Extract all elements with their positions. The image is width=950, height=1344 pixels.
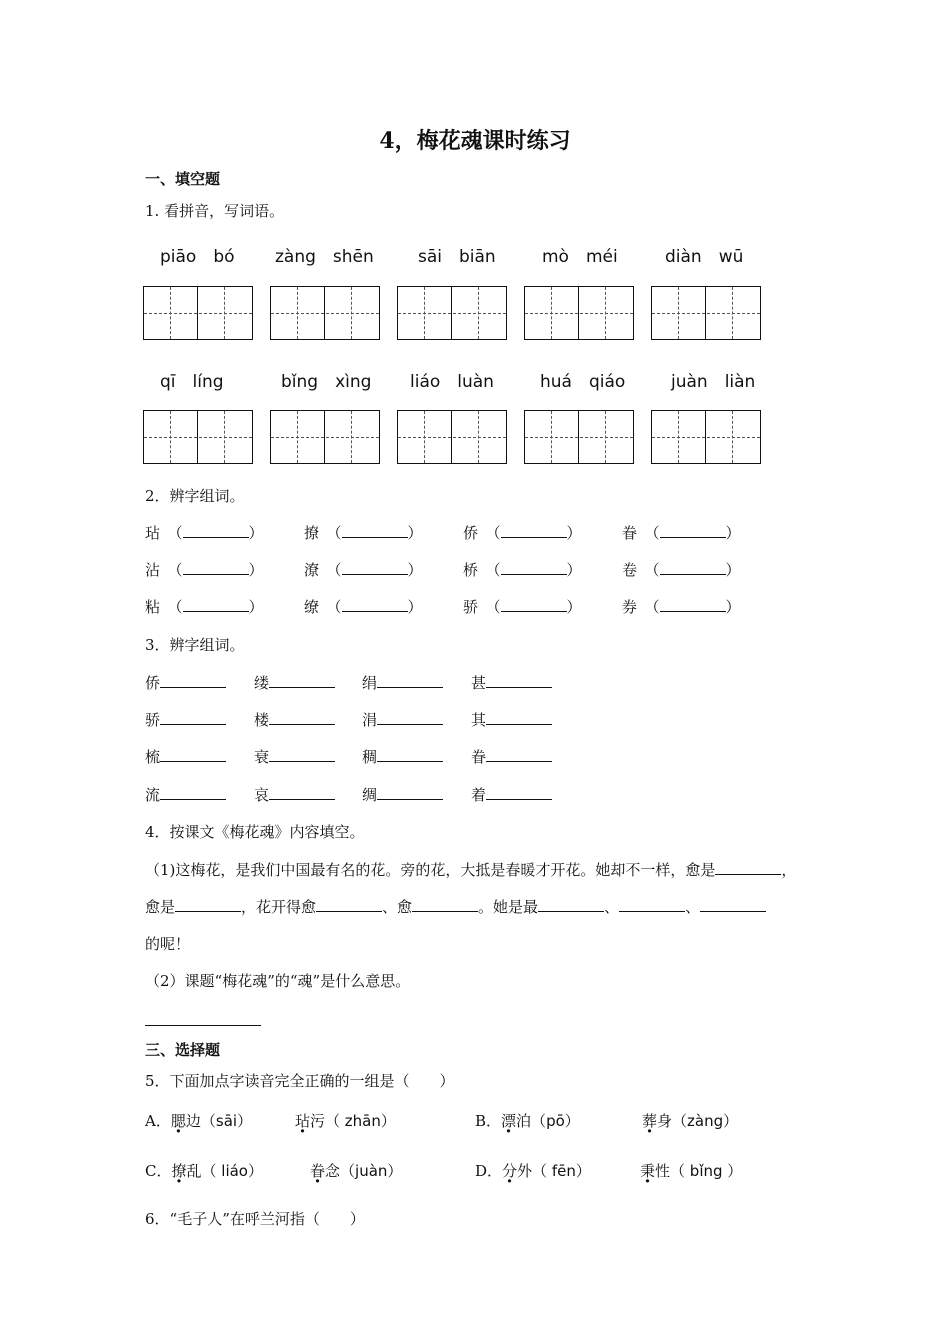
answer-blank[interactable]	[160, 785, 226, 800]
q3-item	[254, 746, 335, 767]
answer-blank[interactable]	[342, 560, 408, 575]
answer-blank[interactable]	[183, 597, 249, 612]
q5-option-a-word2: 玷污（ zhān）	[295, 1112, 396, 1130]
answer-blank[interactable]	[412, 897, 478, 912]
q3-item	[145, 746, 226, 767]
char-box[interactable]	[143, 286, 253, 340]
q3-char: 梳	[145, 748, 161, 766]
paren-close: ）	[725, 598, 741, 616]
q3-item	[471, 746, 552, 767]
char-box[interactable]	[397, 286, 507, 340]
q2-item	[145, 596, 264, 617]
q5-option-b[interactable]: B．漂泊（pō）	[475, 1112, 580, 1130]
char-box[interactable]	[143, 410, 253, 464]
char-box[interactable]	[651, 410, 761, 464]
q3-char: 甚	[471, 674, 487, 692]
paren-open: （	[160, 524, 183, 542]
answer-blank[interactable]	[377, 785, 443, 800]
q5-option-d[interactable]: D．分外（ fēn）	[475, 1162, 591, 1180]
answer-blank[interactable]	[486, 785, 552, 800]
q2-char: 潦	[304, 561, 320, 579]
q3-item	[145, 784, 226, 805]
q3-char: 眷	[471, 748, 487, 766]
paren-close: ）	[566, 598, 582, 616]
q5-prompt: 5．下面加点字读音完全正确的一组是（ ）	[145, 1072, 455, 1090]
q1-prompt: 1. 看拼音，写词语。	[145, 202, 285, 220]
char-box[interactable]	[397, 410, 507, 464]
answer-blank[interactable]	[269, 785, 335, 800]
q3-item	[254, 709, 335, 730]
q4-part1-line3: 的呢！	[145, 935, 191, 953]
paren-open: （	[160, 561, 183, 579]
pinyin-7: bǐng xìng	[281, 372, 372, 392]
q3-char: 侨	[145, 674, 161, 692]
section-choice: 三、选择题	[145, 1041, 221, 1059]
answer-blank[interactable]	[660, 523, 726, 538]
pinyin-1: piāo bó	[160, 247, 235, 267]
q3-item	[145, 672, 226, 693]
q2-char: 撩	[304, 524, 320, 542]
q5-option-b-word2: 葬身（zàng）	[642, 1112, 739, 1130]
q3-item	[362, 672, 443, 693]
q2-prompt: 2．辨字组词。	[145, 487, 245, 505]
q4-part1-line2: 愈是 ，花开得愈 、愈 。她是最 、 、	[145, 896, 766, 917]
answer-blank[interactable]	[700, 897, 766, 912]
q3-item	[254, 672, 335, 693]
answer-blank[interactable]	[269, 710, 335, 725]
q2-char: 眷	[622, 524, 638, 542]
answer-blank[interactable]	[160, 710, 226, 725]
answer-blank[interactable]	[269, 747, 335, 762]
pinyin-6: qī líng	[160, 372, 224, 392]
q2-char: 券	[622, 598, 638, 616]
q5-option-c[interactable]: C．撩乱（ liáo）	[145, 1162, 264, 1180]
paren-close: ）	[407, 561, 423, 579]
pinyin-4: mò méi	[542, 247, 618, 267]
q2-item	[463, 559, 582, 580]
q2-item	[463, 522, 582, 543]
answer-blank[interactable]	[342, 597, 408, 612]
q3-item	[362, 746, 443, 767]
paren-close: ）	[566, 561, 582, 579]
q4-prompt: 4．按课文《梅花魂》内容填空。	[145, 823, 365, 841]
answer-blank[interactable]	[183, 560, 249, 575]
answer-line[interactable]	[145, 1025, 261, 1026]
q3-char: 着	[471, 786, 487, 804]
pinyin-10: juàn liàn	[671, 372, 756, 392]
answer-blank[interactable]	[660, 597, 726, 612]
q2-item	[304, 559, 423, 580]
char-box[interactable]	[651, 286, 761, 340]
answer-blank[interactable]	[377, 747, 443, 762]
char-box[interactable]	[270, 410, 380, 464]
q3-char: 衰	[254, 748, 270, 766]
answer-blank[interactable]	[486, 747, 552, 762]
q3-item	[471, 784, 552, 805]
answer-blank[interactable]	[183, 523, 249, 538]
pinyin-5: diàn wū	[665, 247, 744, 267]
answer-blank[interactable]	[269, 673, 335, 688]
q2-item	[145, 559, 264, 580]
answer-blank[interactable]	[660, 560, 726, 575]
q3-char: 流	[145, 786, 161, 804]
paren-close: ）	[407, 524, 423, 542]
pinyin-3: sāi biān	[418, 247, 496, 267]
q3-char: 缕	[254, 674, 270, 692]
paren-open: （	[637, 524, 660, 542]
q3-item	[145, 709, 226, 730]
answer-blank[interactable]	[377, 710, 443, 725]
pinyin-8: liáo luàn	[410, 372, 494, 392]
q3-item	[362, 784, 443, 805]
q5-option-d-word2: 秉性（ bǐng ）	[640, 1162, 743, 1180]
q2-item	[304, 596, 423, 617]
q3-char: 涓	[362, 711, 378, 729]
q5-option-a[interactable]: A．腮边（sāi）	[145, 1112, 253, 1130]
paren-close: ）	[725, 561, 741, 579]
paren-close: ）	[566, 524, 582, 542]
q3-char: 哀	[254, 786, 270, 804]
char-box[interactable]	[524, 286, 634, 340]
answer-blank[interactable]	[377, 673, 443, 688]
q3-item	[362, 709, 443, 730]
q3-item	[471, 672, 552, 693]
answer-blank[interactable]	[501, 597, 567, 612]
q2-char: 骄	[463, 598, 479, 616]
paren-open: （	[478, 561, 501, 579]
pinyin-9: huá qiáo	[540, 372, 626, 392]
q2-char: 卷	[622, 561, 638, 579]
paren-open: （	[637, 561, 660, 579]
q2-item	[622, 559, 741, 580]
paren-open: （	[478, 598, 501, 616]
paren-close: ）	[407, 598, 423, 616]
pinyin-2: zàng shēn	[275, 247, 374, 267]
q3-char: 其	[471, 711, 487, 729]
answer-blank[interactable]	[501, 523, 567, 538]
paren-open: （	[319, 598, 342, 616]
q2-item	[622, 596, 741, 617]
q6-prompt: 6．“毛子人”在呼兰河指（ ）	[145, 1210, 365, 1228]
q3-item	[254, 784, 335, 805]
paren-open: （	[319, 561, 342, 579]
q2-item	[463, 596, 582, 617]
q3-item	[471, 709, 552, 730]
q2-item	[145, 522, 264, 543]
answer-blank[interactable]	[316, 897, 382, 912]
answer-blank[interactable]	[175, 897, 241, 912]
q2-char: 玷	[145, 524, 161, 542]
answer-blank[interactable]	[538, 897, 604, 912]
answer-blank[interactable]	[486, 710, 552, 725]
q2-item	[622, 522, 741, 543]
paren-open: （	[478, 524, 501, 542]
paren-close: ）	[248, 524, 264, 542]
q3-prompt: 3．辨字组词。	[145, 636, 245, 654]
answer-blank[interactable]	[342, 523, 408, 538]
paren-close: ）	[248, 561, 264, 579]
paren-open: （	[160, 598, 183, 616]
page-title: 4，梅花魂课时练习	[379, 128, 571, 154]
paren-open: （	[319, 524, 342, 542]
section-fill-blank: 一、填空题	[145, 170, 221, 188]
q2-char: 粘	[145, 598, 161, 616]
q4-part1-line1: （1)这梅花，是我们中国最有名的花。旁的花，大抵是春暖才开花。她却不一样，愈是 ，	[145, 861, 797, 879]
q3-char: 绸	[362, 786, 378, 804]
q2-char: 缭	[304, 598, 320, 616]
paren-close: ）	[725, 524, 741, 542]
char-box[interactable]	[270, 286, 380, 340]
q2-char: 沾	[145, 561, 161, 579]
answer-blank[interactable]	[619, 897, 685, 912]
paren-close: ）	[248, 598, 264, 616]
answer-blank[interactable]	[715, 860, 781, 875]
q4-part2: （2）课题“梅花魂”的“魂”是什么意思。	[145, 972, 411, 990]
q2-char: 桥	[463, 561, 479, 579]
q3-char: 绢	[362, 674, 378, 692]
paren-open: （	[637, 598, 660, 616]
answer-blank[interactable]	[160, 673, 226, 688]
answer-blank[interactable]	[486, 673, 552, 688]
char-box[interactable]	[524, 410, 634, 464]
q3-char: 楼	[254, 711, 270, 729]
q3-char: 骄	[145, 711, 161, 729]
q2-item	[304, 522, 423, 543]
answer-blank[interactable]	[160, 747, 226, 762]
q5-option-c-word2: 眷念（juàn）	[310, 1162, 403, 1180]
q2-char: 侨	[463, 524, 479, 542]
q3-char: 稠	[362, 748, 378, 766]
answer-blank[interactable]	[501, 560, 567, 575]
